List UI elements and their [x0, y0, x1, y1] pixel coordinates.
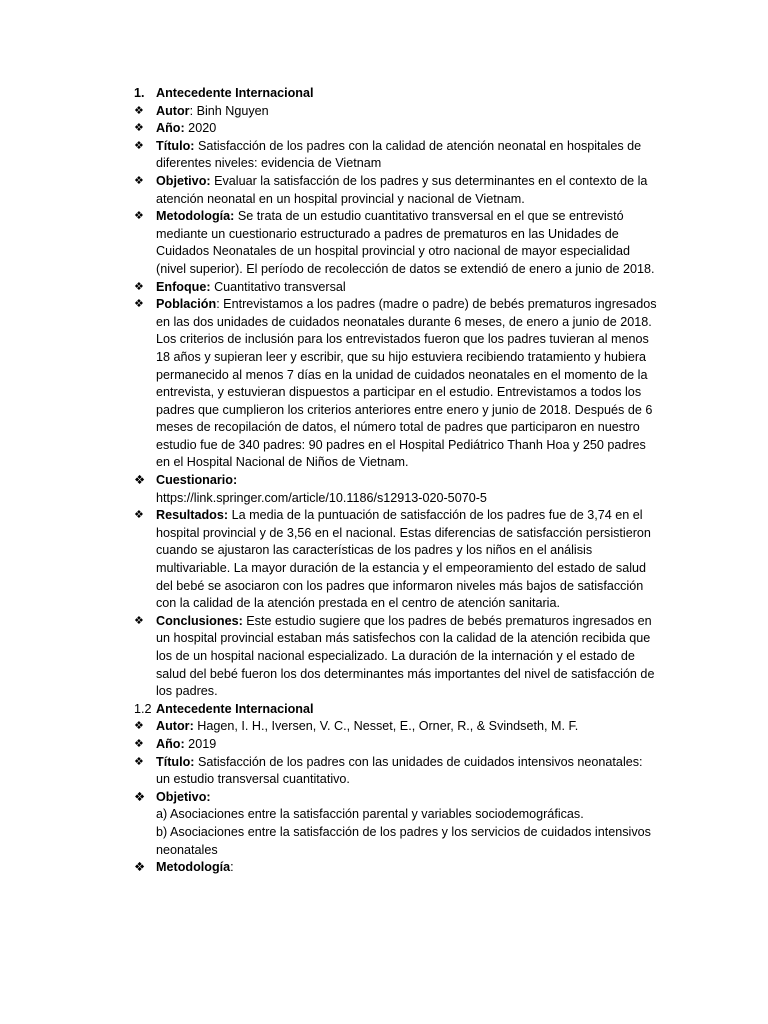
- metodologia-label: Metodología: [156, 860, 231, 875]
- item-poblacion: [134, 296, 659, 472]
- objetivo-label: Objetivo:: [156, 173, 211, 188]
- cuestionario-link[interactable]: https://link.springer.com/article/10.1186/s12913-020-5070-5: [156, 490, 487, 505]
- autor-label: Autor:: [156, 719, 194, 734]
- resultados-value: La media de la puntuación de satisfacción de los padres fue de 3,74 en el hospital provincial y de 3,56 en el nacional. Estas diferencias de satisfacción persistieron cuando se ajustaron las características de los padres y los niños en el análisis multivariable. La mayor duración de la estancia y el empeoramiento del estado de salud del bebé se asociaron con los padres que informaron niveles más bajos de satisfacción con la calidad de la atención prestada en el centro de atención sanitaria.: [156, 508, 651, 611]
- conclusiones-value: Este estudio sugiere que los padres de bebés prematuros ingresados en un hospital provincial estaban más satisfechos con la calidad de la atención recibida que los de un hospital nacional especializado. La duración de la internación y el estado de salud del bebé fueron los dos determinantes más importantes del nivel de satisfacción de los padres.: [156, 613, 655, 699]
- diamond-bullet-icon: ❖: [134, 509, 144, 522]
- item-metodologia-2: [134, 859, 659, 877]
- titulo-value: Satisfacción de los padres con las unidades de cuidados intensivos neonatales: un estudio transversal cuantitativo.: [156, 754, 643, 787]
- diamond-bullet-icon: ❖: [134, 614, 144, 627]
- section-2-heading: [134, 701, 659, 719]
- diamond-bullet-icon: ❖: [134, 174, 144, 187]
- item-enfoque: [134, 279, 659, 297]
- section-number: 1.: [134, 86, 145, 100]
- diamond-bullet-icon: ❖: [134, 789, 146, 804]
- item-autor-2: [134, 718, 659, 736]
- cuestionario-label: Cuestionario:: [156, 473, 238, 488]
- diamond-bullet-icon: ❖: [134, 473, 146, 488]
- resultados-label: Resultados:: [156, 508, 229, 523]
- anio-label: Año:: [156, 121, 185, 136]
- metodologia-label: Metodología:: [156, 209, 235, 224]
- metodologia-colon: :: [230, 860, 234, 875]
- objetivo-item-b: b) Asociaciones entre la satisfacción de los padres y los servicios de cuidados intensivos neonatales: [156, 824, 651, 857]
- section-title: Antecedente Internacional: [156, 701, 314, 716]
- diamond-bullet-icon: ❖: [134, 104, 144, 117]
- item-resultados: [134, 507, 659, 613]
- autor-label: Autor: [156, 103, 190, 118]
- diamond-bullet-icon: ❖: [134, 737, 144, 750]
- titulo-value: Satisfacción de los padres con la calidad de atención neonatal en hospitales de diferentes niveles: evidencia de Vietnam: [156, 138, 642, 171]
- diamond-bullet-icon: ❖: [134, 122, 144, 135]
- diamond-bullet-icon: ❖: [134, 720, 144, 733]
- diamond-bullet-icon: ❖: [134, 139, 144, 152]
- poblacion-value: : Entrevistamos a los padres (madre o padre) de bebés prematuros ingresados en las dos unidades de cuidados neonatales durante 6 meses, de enero a junio de 2018. Los criterios de inclusión para los entrevistados fueron que los padres tuvieran al menos 18 años y supieran leer y escribir, que su hijo estuviera recibiendo tratamiento y hubiera permanecido al menos 7 días en la unidad de cuidados neonatales en el momento de la entrevista, y estuvieran dispuestos a participar en el estudio. Entrevistamos a todos los padres que cumplieron los criterios anteriores entre enero y junio de 2018. Después de 6 meses de recopilación de datos, el número total de padres que participaron en nuestro estudio fue de 340 padres: 90 padres en el Hospital Pediátrico Thanh Hoa y 250 padres en el Hospital Nacional de Niños de Vietnam.: [156, 297, 657, 470]
- conclusiones-label: Conclusiones:: [156, 613, 243, 628]
- item-anio: [134, 120, 659, 138]
- section-title: Antecedente Internacional: [156, 86, 314, 100]
- diamond-bullet-icon: ❖: [134, 280, 144, 293]
- autor-value: : Binh Nguyen: [189, 103, 269, 118]
- diamond-bullet-icon: ❖: [134, 210, 144, 223]
- item-titulo-2: [134, 754, 659, 789]
- metodologia-value: Se trata de un estudio cuantitativo transversal en el que se entrevistó mediante un cuestionario estructurado a padres de prematuros en las Unidades de Cuidados Neonatales de un hospital provincial y otro nacional de mayor especialidad (nivel superior). El período de recolección de datos se extendió de enero a junio de 2018.: [156, 209, 655, 276]
- document-body: [134, 85, 659, 877]
- item-objetivo-2: [134, 789, 659, 859]
- section-1-heading: [134, 85, 659, 103]
- enfoque-value: Cuantitativo transversal: [210, 279, 346, 294]
- diamond-bullet-icon: ❖: [134, 860, 146, 875]
- autor-value: Hagen, I. H., Iversen, V. C., Nesset, E., Orner, R., & Svindseth, M. F.: [193, 719, 579, 734]
- item-cuestionario: [134, 472, 659, 507]
- objetivo-value: Evaluar la satisfacción de los padres y sus determinantes en el contexto de la atención neonatal en un hospital provincial y nacional de Vietnam.: [156, 173, 648, 206]
- anio-label: Año:: [156, 736, 185, 751]
- item-autor: [134, 103, 659, 121]
- diamond-bullet-icon: ❖: [134, 755, 144, 768]
- objetivo-item-a: a) Asociaciones entre la satisfacción parental y variables sociodemográficas.: [156, 807, 584, 822]
- item-objetivo: [134, 173, 659, 208]
- poblacion-label: Población: [156, 297, 217, 312]
- enfoque-label: Enfoque:: [156, 279, 211, 294]
- titulo-label: Título:: [156, 138, 195, 153]
- section-number: 1.2: [134, 701, 152, 716]
- anio-value: 2020: [184, 121, 217, 136]
- item-metodologia: [134, 208, 659, 278]
- anio-value: 2019: [184, 736, 217, 751]
- item-conclusiones: [134, 613, 659, 701]
- diamond-bullet-icon: ❖: [134, 298, 144, 311]
- titulo-label: Título:: [156, 754, 195, 769]
- objetivo-label: Objetivo:: [156, 789, 211, 804]
- item-titulo: [134, 138, 659, 173]
- item-anio-2: [134, 736, 659, 754]
